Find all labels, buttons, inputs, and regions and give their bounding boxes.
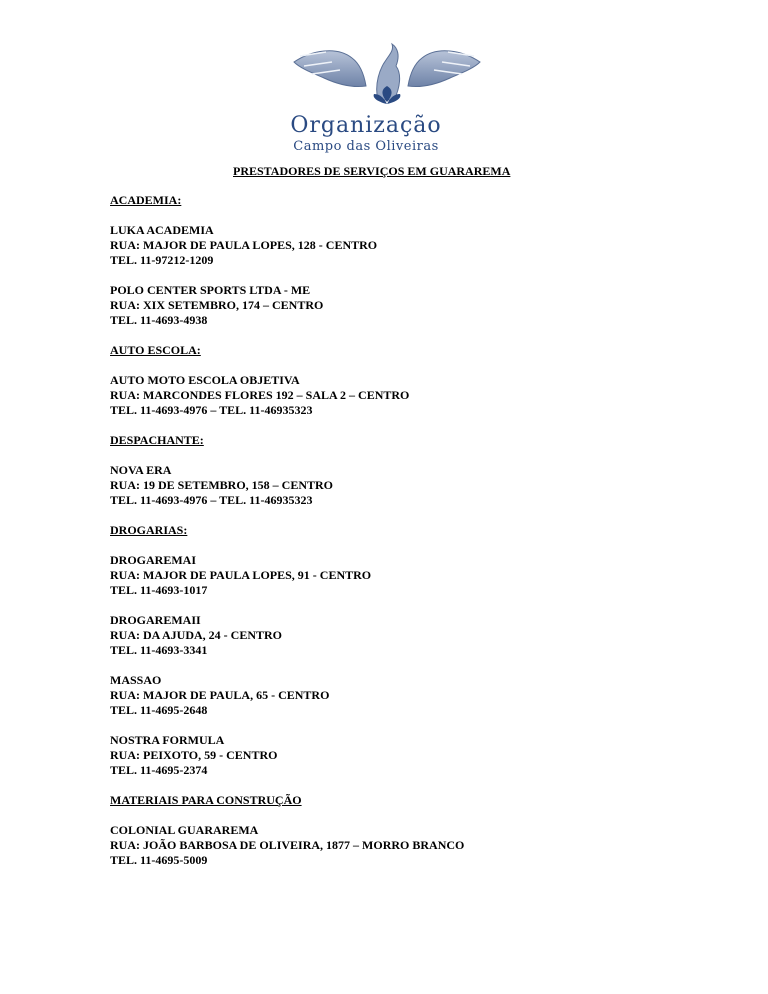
logo-title: Organização xyxy=(290,113,442,138)
section-heading: DROGARIAS: xyxy=(110,523,188,537)
provider-entry xyxy=(110,223,730,268)
provider-entry xyxy=(110,613,730,658)
provider-name: LUKA ACADEMIA xyxy=(110,223,214,237)
organization-logo xyxy=(282,40,492,160)
provider-address: RUA: MAJOR DE PAULA LOPES, 91 - CENTRO xyxy=(110,568,372,582)
provider-name: POLO CENTER SPORTS LTDA - ME xyxy=(110,283,311,297)
provider-entry xyxy=(110,463,730,508)
section-heading: ACADEMIA: xyxy=(110,193,182,207)
provider-name: MASSAO xyxy=(110,673,162,687)
provider-phone: TEL. 11-4693-4938 xyxy=(110,313,208,327)
provider-entry xyxy=(110,283,730,328)
provider-phone: TEL. 11-97212-1209 xyxy=(110,253,214,267)
provider-phone: TEL. 11-4695-2374 xyxy=(110,763,208,777)
provider-address: RUA: MAJOR DE PAULA LOPES, 128 - CENTRO xyxy=(110,238,378,252)
provider-entry xyxy=(110,823,730,868)
provider-list xyxy=(110,193,730,883)
provider-phone: TEL. 11-4693-1017 xyxy=(110,583,208,597)
provider-name: COLONIAL GUARAREMA xyxy=(110,823,259,837)
section-heading: DESPACHANTE: xyxy=(110,433,204,447)
provider-phone: TEL. 11-4695-5009 xyxy=(110,853,208,867)
provider-phone: TEL. 11-4693-4976 – TEL. 11-46935323 xyxy=(110,403,313,417)
provider-name: DROGAREMAI xyxy=(110,553,196,567)
provider-name: NOVA ERA xyxy=(110,463,172,477)
document-title: PRESTADORES DE SERVIÇOS EM GUARAREMA xyxy=(233,164,511,178)
provider-address: RUA: DA AJUDA, 24 - CENTRO xyxy=(110,628,283,642)
provider-entry xyxy=(110,553,730,598)
provider-address: RUA: JOÃO BARBOSA DE OLIVEIRA, 1877 – MORRO BRANCO xyxy=(110,838,465,852)
provider-phone: TEL. 11-4695-2648 xyxy=(110,703,208,717)
provider-entry xyxy=(110,673,730,718)
provider-address: RUA: MARCONDES FLORES 192 – SALA 2 – CENTRO xyxy=(110,388,410,402)
provider-entry xyxy=(110,373,730,418)
provider-name: AUTO MOTO ESCOLA OBJETIVA xyxy=(110,373,300,387)
provider-address: RUA: MAJOR DE PAULA, 65 - CENTRO xyxy=(110,688,330,702)
provider-name: NOSTRA FORMULA xyxy=(110,733,225,747)
provider-address: RUA: PEIXOTO, 59 - CENTRO xyxy=(110,748,278,762)
logo-subtitle: Campo das Oliveiras xyxy=(293,139,439,154)
section-heading: MATERIAIS PARA CONSTRUÇÃO xyxy=(110,793,302,807)
provider-phone: TEL. 11-4693-4976 – TEL. 11-46935323 xyxy=(110,493,313,507)
provider-phone: TEL. 11-4693-3341 xyxy=(110,643,208,657)
hands-dove-icon xyxy=(282,40,492,114)
provider-address: RUA: 19 DE SETEMBRO, 158 – CENTRO xyxy=(110,478,334,492)
provider-name: DROGAREMAII xyxy=(110,613,201,627)
provider-entry xyxy=(110,733,730,778)
section-heading: AUTO ESCOLA: xyxy=(110,343,201,357)
provider-address: RUA: XIX SETEMBRO, 174 – CENTRO xyxy=(110,298,324,312)
